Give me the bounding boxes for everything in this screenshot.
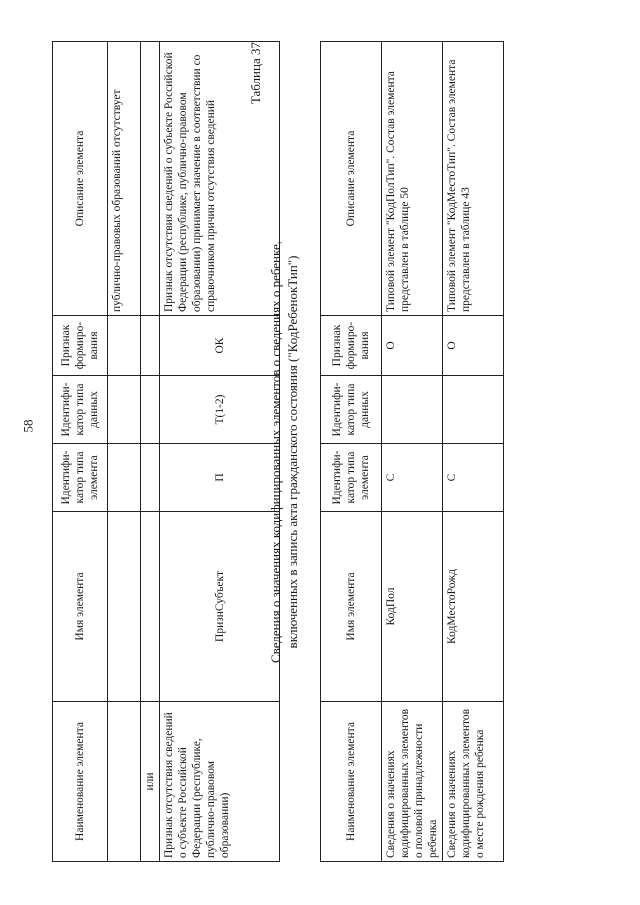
cell-name: Сведения о значениях кодифицированных элементов о половой принадлежности ребенка: [382, 702, 443, 862]
cell-elem: КодМестоРожд: [443, 512, 504, 702]
cell-desc: Типовой элемент "КодМестоТип". Состав элемента представлен в таблице 43: [443, 42, 504, 316]
col-header-type: Идентифи-катор типа элемента: [53, 444, 108, 512]
col-header-dtype: Идентифи-катор типа данных: [53, 376, 108, 444]
table-header-row: [53, 42, 108, 862]
table-header-row: [321, 42, 382, 862]
table-title: [268, 42, 302, 862]
col-header-desc: Описание элемента: [53, 42, 108, 316]
table-title-line-1: Сведения о значениях кодифицированных элементов о сведениях о ребенке,: [268, 240, 283, 664]
cell-type: С: [443, 444, 504, 512]
cell-desc: Типовой элемент "КодПолТип". Состав элемента представлен в таблице 50: [382, 42, 443, 316]
page-number: 58: [20, 419, 36, 433]
cell-flag: О: [382, 316, 443, 376]
col-header-name: Наименование элемента: [321, 702, 382, 862]
col-header-name: Наименование элемента: [53, 702, 108, 862]
cell-elem: КодПол: [382, 512, 443, 702]
or-label: или: [141, 702, 160, 862]
table-row: [382, 42, 443, 862]
cell-type: С: [382, 444, 443, 512]
cell-flag: ОК: [160, 316, 280, 376]
table-row-or: [141, 42, 160, 862]
table-37: [320, 41, 504, 862]
table-continued: [52, 41, 280, 862]
table-row: [443, 42, 504, 862]
col-header-dtype: Идентифи-катор типа данных: [321, 376, 382, 444]
cell-dtype: Т(1-2): [160, 376, 280, 444]
col-header-elem: Имя элемента: [53, 512, 108, 702]
cell-name: Признак отсутствия сведений о субъекте Российской Федерации (республике, публично-правовом образовании): [160, 702, 280, 862]
cell-name: Сведения о значениях кодифицированных элементов о месте рождения ребенка: [443, 702, 504, 862]
col-header-elem: Имя элемента: [321, 512, 382, 702]
cell-elem: ПризнСубъект: [160, 512, 280, 702]
cell-flag: О: [443, 316, 504, 376]
cell-dtype: [443, 376, 504, 444]
col-header-flag: Признак формиро-вания: [53, 316, 108, 376]
table-title-line-2: включенных в запись акта гражданского состояния ("КодРебенокТип"): [284, 255, 300, 649]
table-label: Таблица 37: [248, 42, 263, 105]
table-row: [108, 42, 141, 862]
table-row: [160, 42, 280, 862]
col-header-flag: Признак формиро-вания: [321, 316, 382, 376]
cell-dtype: [382, 376, 443, 444]
rotated-page-content: [30, 42, 610, 862]
cell-type: П: [160, 444, 280, 512]
cell-desc: публично-правовых образований отсутствует: [108, 42, 141, 316]
cell-desc: Признак отсутствия сведений о субъекте Российской Федерации (республике, публично-правовом образовании) принимает значение в соответствии со справочником причин отсутствия сведений: [160, 42, 280, 316]
col-header-desc: Описание элемента: [321, 42, 382, 316]
col-header-type: Идентифи-катор типа элемента: [321, 444, 382, 512]
